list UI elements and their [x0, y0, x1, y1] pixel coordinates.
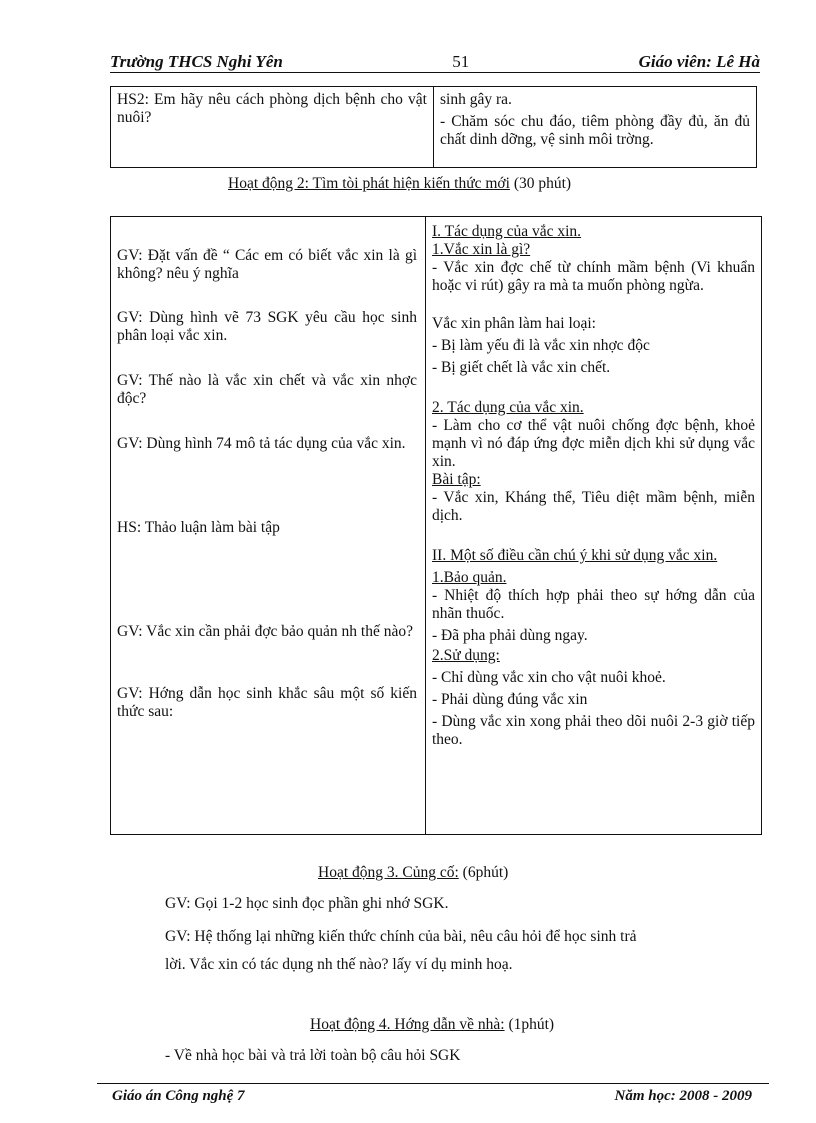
body-text: - Dùng vắc xin xong phải theo dõi nuôi 2-3 giờ tiếp theo. — [432, 713, 755, 748]
header-school: Trường THCS Nghi Yên — [110, 52, 283, 71]
subsection-title: Bài tập: — [432, 471, 481, 488]
body-text: - Nhiệt độ thích hợp phải theo sự hớng dẫn của nhãn thuốc. — [432, 587, 755, 622]
activity3-heading: Hoạt động 3. Củng cố: (6phút) — [318, 864, 509, 881]
header-teacher: Giáo viên: Lê Hà — [638, 52, 760, 71]
body-text: Vắc xin phân làm hai loại: — [432, 315, 596, 332]
body-text: - Bị làm yếu đi là vắc xin nhợc độc — [432, 337, 650, 354]
section-title: I. Tác dụng của vắc xin. — [432, 223, 582, 240]
table1-left-text: HS2: Em hãy nêu cách phòng dịch bệnh cho vật nuôi? — [117, 91, 427, 126]
body-text: - Đã pha phải dùng ngay. — [432, 627, 588, 644]
table-review — [110, 86, 757, 168]
page-number: 51 — [452, 52, 470, 71]
header-rule — [110, 72, 760, 73]
activity3-line: GV: Gọi 1-2 học sinh đọc phần ghi nhớ SGK. — [165, 895, 449, 912]
subsection-title: 1.Vắc xin là gì? — [432, 241, 531, 258]
activity3-line: GV: Hệ thống lại những kiến thức chính của bài, nêu câu hỏi để học sinh trả — [165, 928, 637, 945]
gv-step: GV: Vắc xin cần phải đợc bảo quản nh thế nào? — [117, 623, 413, 640]
footer-course: Giáo án Công nghệ 7 — [112, 1088, 245, 1104]
gv-step: GV: Dùng hình 74 mô tả tác dụng của vắc xin. — [117, 435, 406, 452]
footer-year: Năm học: 2008 - 2009 — [614, 1088, 752, 1104]
activity4-heading: Hoạt động 4. Hớng dẫn về nhà: (1phút) — [310, 1016, 555, 1033]
activity2-heading: Hoạt động 2: Tìm tòi phát hiện kiến thức mới (30 phút) — [228, 175, 572, 192]
activity3-line: lời. Vắc xin có tác dụng nh thế nào? lấy ví dụ minh hoạ. — [165, 956, 513, 973]
page-footer — [112, 1088, 752, 1105]
body-text: - Vắc xin đợc chế từ chính mầm bệnh (Vi khuẩn hoặc vi rút) gây ra mà ta muốn phòng ngừa. — [432, 259, 755, 294]
gv-step: GV: Hớng dẫn học sinh khắc sâu một số kiến thức sau: — [117, 685, 417, 720]
page-header — [110, 52, 760, 72]
gv-step: GV: Thế nào là vắc xin chết và vắc xin nhợc độc? — [117, 372, 417, 407]
hs-step: HS: Thảo luận làm bài tập — [117, 519, 280, 536]
table1-right-line: sinh gây ra. — [440, 91, 512, 108]
section-title: II. Một số điều cần chú ý khi sử dụng vắc xin. — [432, 547, 718, 564]
body-text: - Chỉ dùng vắc xin cho vật nuôi khoẻ. — [432, 669, 666, 686]
table-lesson — [110, 216, 762, 835]
footer-rule — [97, 1083, 769, 1084]
gv-step: GV: Dùng hình vẽ 73 SGK yêu cầu học sinh phân loại vắc xin. — [117, 309, 417, 344]
table1-right-line: - Chăm sóc chu đáo, tiêm phòng đầy đủ, ăn đủ chất dinh dỡng, vệ sinh môi trờng. — [440, 113, 750, 148]
body-text: - Vắc xin, Kháng thể, Tiêu diệt mầm bệnh, miễn dịch. — [432, 489, 755, 524]
body-text: - Phải dùng đúng vắc xin — [432, 691, 588, 708]
subsection-title: 2.Sử dụng: — [432, 647, 500, 664]
subsection-title: 2. Tác dụng của vắc xin. — [432, 399, 584, 416]
body-text: - Bị giết chết là vắc xin chết. — [432, 359, 611, 376]
body-text: - Làm cho cơ thể vật nuôi chống đợc bệnh, khoẻ mạnh vì nó đáp ứng đợc miễn dịch khi sử dụng vắc xin. — [432, 417, 755, 470]
activity4-line: - Về nhà học bài và trả lời toàn bộ câu hỏi SGK — [165, 1047, 461, 1064]
gv-step: GV: Đặt vấn đề “ Các em có biết vắc xin là gì không? nêu ý nghĩa — [117, 247, 417, 282]
subsection-title: 1.Bảo quản. — [432, 569, 507, 586]
